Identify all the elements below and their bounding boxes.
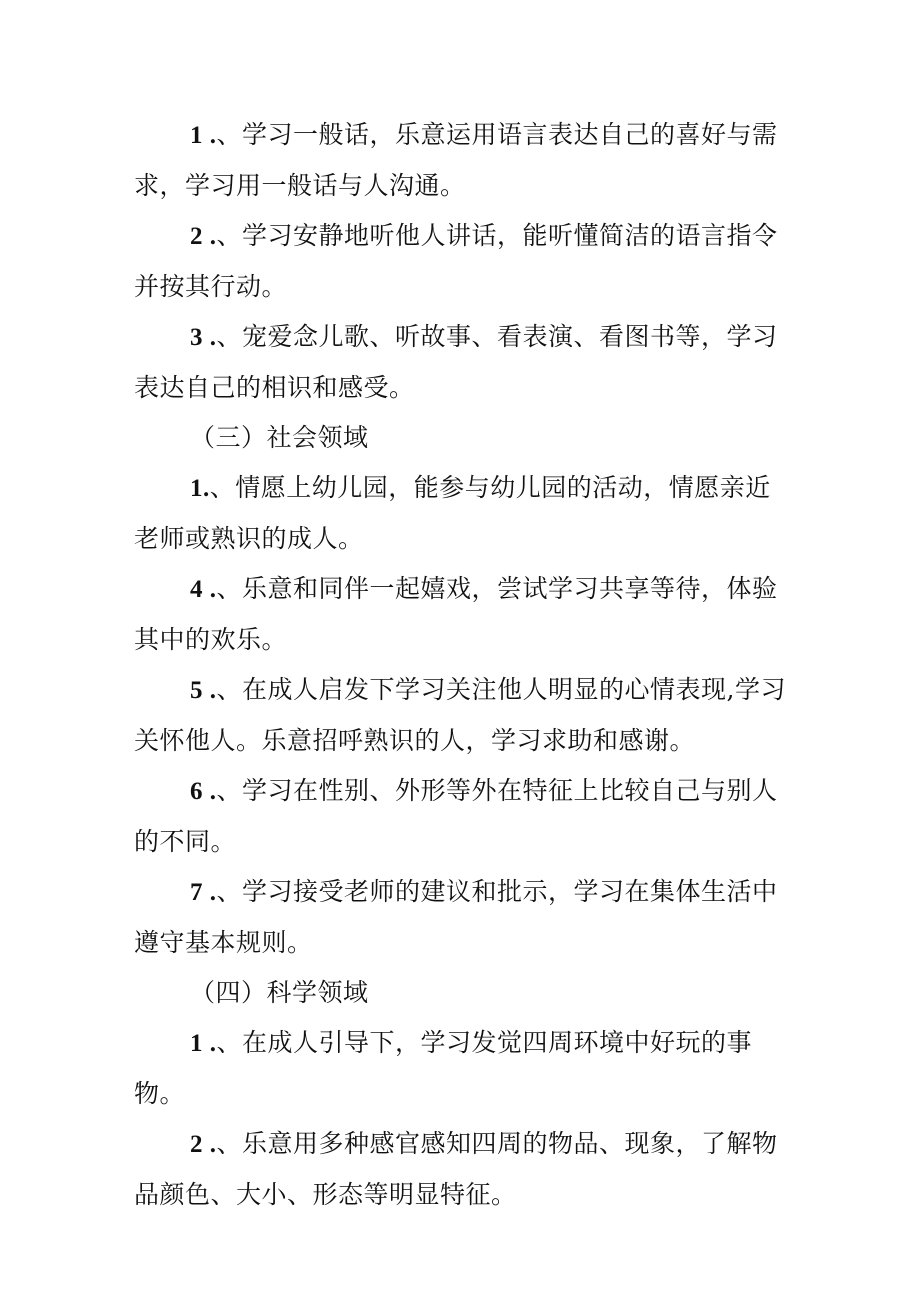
list-item (134, 564, 792, 665)
list-item (134, 110, 792, 211)
section-heading-science: （四）科学领域 (190, 978, 369, 1007)
item-text: 、乐意用多种感官感知四周的物品、现象，了解物品颜色、大小、形态等明显特征。 (134, 1129, 778, 1209)
item-number: 1 . (190, 122, 217, 149)
list-item (134, 312, 792, 413)
item-number: 3 . (190, 324, 217, 351)
list-item (134, 665, 792, 766)
item-number: 2 . (190, 1131, 217, 1158)
item-number: 6 . (190, 778, 217, 805)
item-text: 、在成人启发下学习关注他人明显的心情表现,学习关怀他人。乐意招呼熟识的人，学习求助和感谢。 (134, 675, 786, 755)
list-item (134, 211, 792, 312)
item-text: 、学习在性别、外形等外在特征上比较自己与别人的不同。 (134, 776, 778, 856)
item-number: 4 . (190, 576, 217, 603)
item-text: 、学习安静地听他人讲话，能听懂简洁的语言指令并按其行动。 (134, 221, 778, 301)
item-number: 2 . (190, 223, 217, 250)
list-item (134, 463, 792, 564)
list-item (134, 867, 792, 968)
item-text: 、乐意和同伴一起嬉戏，尝试学习共享等待，体验其中的欢乐。 (134, 574, 778, 654)
item-text: 、在成人引导下，学习发觉四周环境中好玩的事物。 (134, 1028, 753, 1108)
item-number: 1 . (190, 1030, 217, 1057)
item-text: 、学习接受老师的建议和批示，学习在集体生活中遵守基本规则。 (134, 877, 778, 957)
item-number: 5 . (190, 677, 217, 704)
item-number: 1. (190, 475, 210, 502)
item-text: 、学习一般话，乐意运用语言表达自己的喜好与需求，学习用一般话与人沟通。 (134, 120, 778, 200)
item-number: 7 . (190, 879, 217, 906)
list-item (134, 1119, 792, 1220)
item-text: 、情愿上幼儿园，能参与幼儿园的活动，情愿亲近老师或熟识的成人。 (134, 473, 771, 553)
list-item (134, 1018, 792, 1119)
list-item (134, 766, 792, 867)
section-heading-social: （三）社会领域 (190, 423, 369, 452)
item-text: 、宠爱念儿歌、听故事、看表演、看图书等，学习表达自己的相识和感受。 (134, 322, 778, 402)
